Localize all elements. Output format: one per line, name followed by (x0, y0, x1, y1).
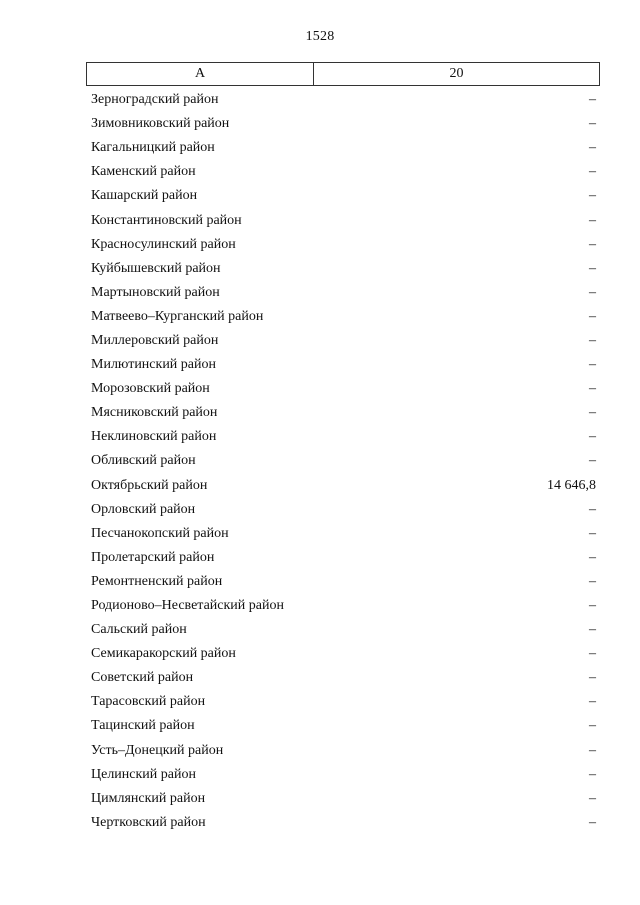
district-name: Ремонтненский район (91, 573, 223, 589)
table-row (91, 353, 596, 377)
district-value: – (589, 164, 596, 180)
district-name: Морозовский район (91, 381, 210, 397)
table-row (91, 522, 596, 546)
district-value: – (589, 598, 596, 614)
column-header-a: А (87, 63, 314, 85)
district-value: – (589, 188, 596, 204)
table-row (91, 787, 596, 811)
table-row (91, 618, 596, 642)
district-name: Сальский район (91, 622, 187, 638)
table-row (91, 690, 596, 714)
table-row (91, 329, 596, 353)
table-row (91, 401, 596, 425)
district-value: – (589, 646, 596, 662)
district-name: Кагальницкий район (91, 140, 215, 156)
district-value: – (589, 573, 596, 589)
table-row (91, 570, 596, 594)
district-name: Целинский район (91, 766, 196, 782)
district-name: Пролетарский район (91, 549, 215, 565)
table-row (91, 763, 596, 787)
district-value: – (589, 140, 596, 156)
district-value: – (589, 694, 596, 710)
district-value: – (589, 92, 596, 108)
district-value: – (589, 260, 596, 276)
table-row (91, 160, 596, 184)
district-name: Мартыновский район (91, 284, 220, 300)
table-row (91, 88, 596, 112)
column-header-20: 20 (449, 66, 464, 81)
district-name: Неклиновский район (91, 429, 217, 445)
district-value: 14 646,8 (547, 477, 596, 493)
table-row (91, 449, 596, 473)
page-number: 1528 (305, 29, 335, 44)
district-value: – (589, 622, 596, 638)
district-name: Красносулинский район (91, 236, 236, 252)
district-name: Тацинский район (91, 718, 195, 734)
district-value: – (589, 790, 596, 806)
district-name: Кашарский район (91, 188, 198, 204)
district-name: Родионово–Несветайский район (91, 598, 284, 614)
district-name: Матвеево–Курганский район (91, 308, 264, 324)
district-name: Константиновский район (91, 212, 242, 228)
district-name: Зимовниковский район (91, 116, 230, 132)
table-row (91, 594, 596, 618)
district-name: Обливский район (91, 453, 196, 469)
district-name: Цимлянский район (91, 790, 206, 806)
district-value: – (589, 212, 596, 228)
district-name: Каменский район (91, 164, 196, 180)
district-value: – (589, 814, 596, 830)
table-row (91, 546, 596, 570)
table-body (91, 88, 596, 835)
table-row (91, 666, 596, 690)
table-header (86, 62, 600, 86)
table-row (91, 642, 596, 666)
district-name: Чертковский район (91, 814, 206, 830)
district-value: – (589, 332, 596, 348)
district-value: – (589, 525, 596, 541)
table-row (91, 208, 596, 232)
table-row (91, 305, 596, 329)
table-row (91, 739, 596, 763)
district-name: Куйбышевский район (91, 260, 221, 276)
table-row (91, 377, 596, 401)
district-name: Советский район (91, 670, 194, 686)
table-row (91, 257, 596, 281)
district-value: – (589, 236, 596, 252)
district-value: – (589, 405, 596, 421)
table-row (91, 136, 596, 160)
district-value: – (589, 766, 596, 782)
district-value: – (589, 718, 596, 734)
table-row (91, 425, 596, 449)
district-name: Усть–Донецкий район (91, 742, 224, 758)
district-value: – (589, 549, 596, 565)
table-row (91, 811, 596, 835)
table-row (91, 474, 596, 498)
district-name: Орловский район (91, 501, 196, 517)
table-row (91, 112, 596, 136)
district-name: Семикаракорский район (91, 646, 236, 662)
district-name: Миллеровский район (91, 332, 219, 348)
district-value: – (589, 381, 596, 397)
district-value: – (589, 284, 596, 300)
district-value: – (589, 308, 596, 324)
district-value: – (589, 357, 596, 373)
district-value: – (589, 501, 596, 517)
table-row (91, 184, 596, 208)
district-name: Тарасовский район (91, 694, 206, 710)
table-row (91, 714, 596, 738)
district-value: – (589, 116, 596, 132)
table-row (91, 281, 596, 305)
district-name: Мясниковский район (91, 405, 218, 421)
district-name: Песчанокопский район (91, 525, 229, 541)
table-row (91, 498, 596, 522)
district-value: – (589, 429, 596, 445)
district-name: Милютинский район (91, 357, 217, 373)
table-row (91, 233, 596, 257)
district-value: – (589, 453, 596, 469)
district-value: – (589, 742, 596, 758)
district-value: – (589, 670, 596, 686)
district-name: Зерноградский район (91, 92, 219, 108)
district-name: Октябрьский район (91, 477, 208, 493)
